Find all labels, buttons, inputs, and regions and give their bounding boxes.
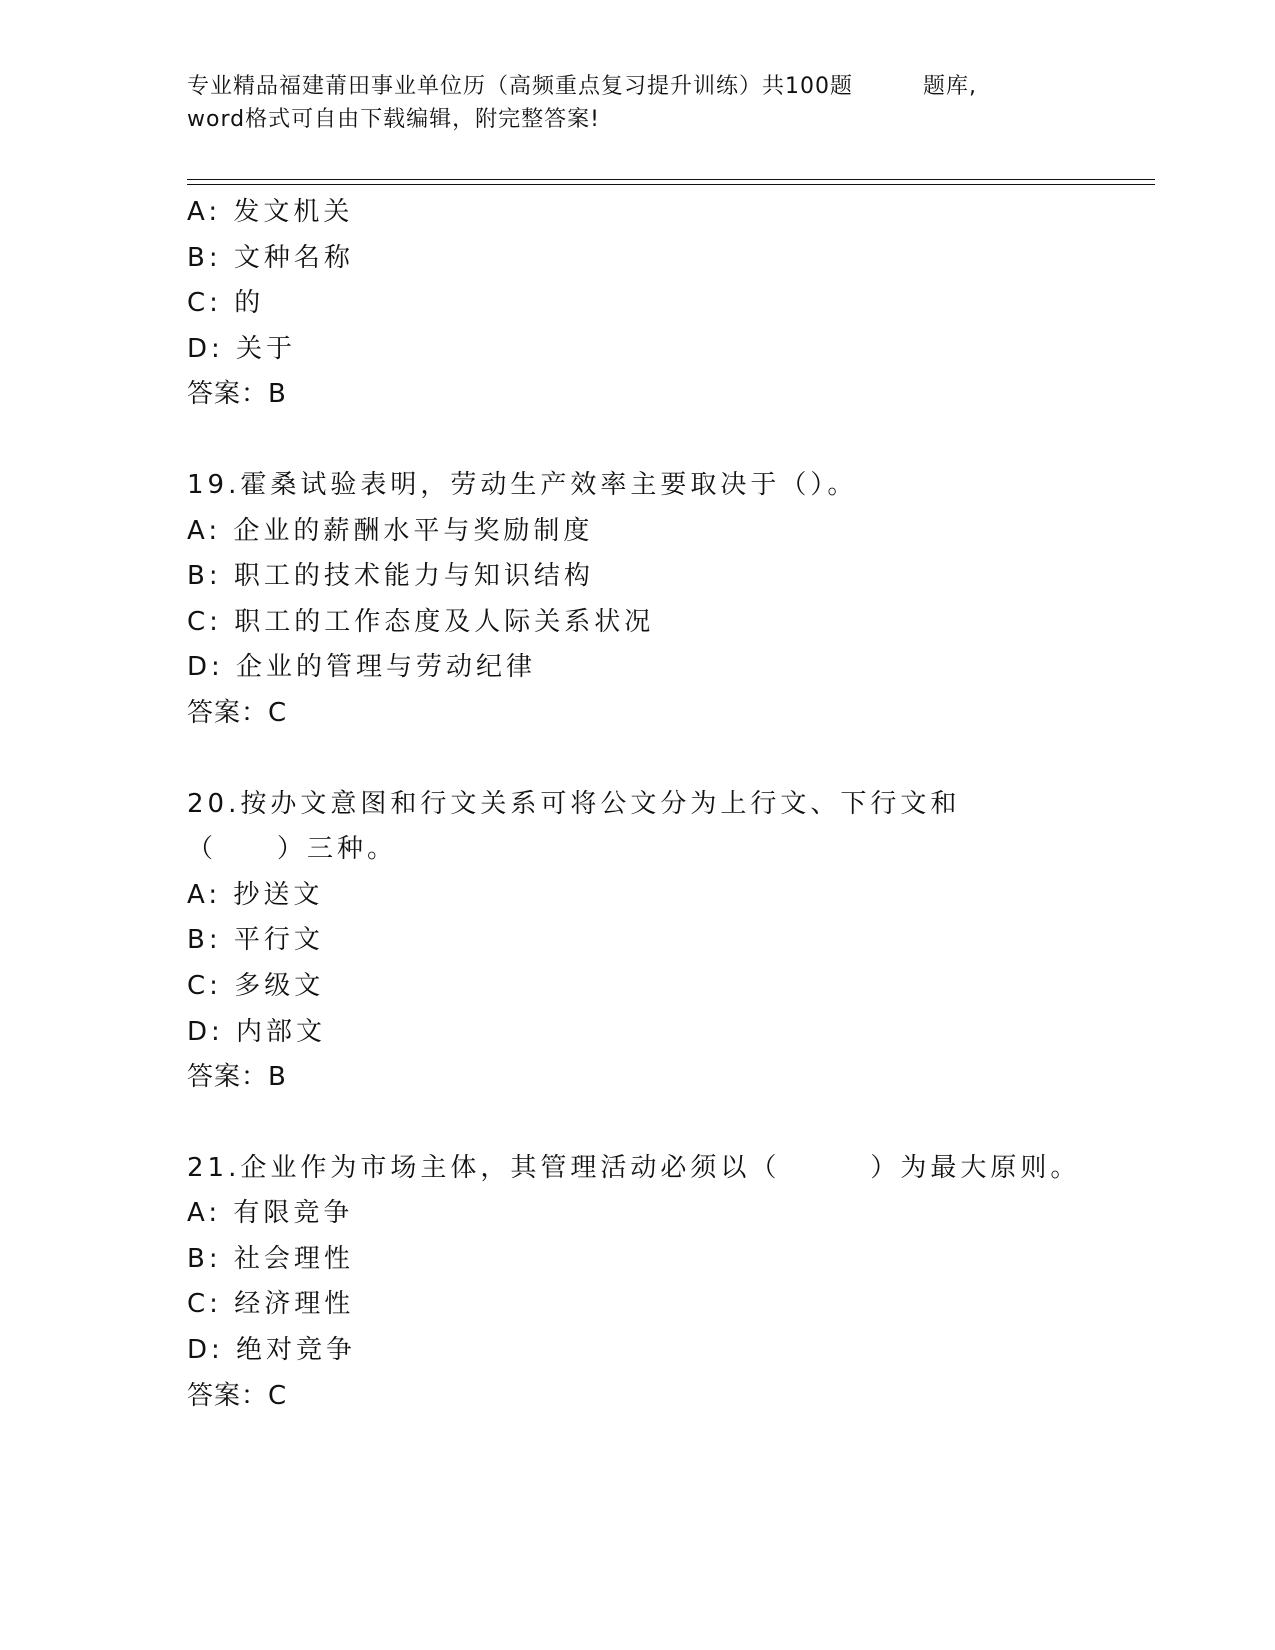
option-label: D: — [187, 333, 224, 364]
answer-line: 答案：B — [187, 1062, 287, 1093]
option-label: A: — [187, 879, 222, 910]
option-text: 的 — [234, 288, 265, 319]
option-text: 绝对竞争 — [236, 1335, 357, 1366]
question-stem: 21.企业作为市场主体，其管理活动必须以（ ）为最大原则。 — [187, 1152, 1081, 1183]
option-a — [187, 873, 1087, 919]
option-c — [187, 1282, 1087, 1328]
question-block-20 — [187, 782, 1087, 1101]
option-label: A: — [187, 197, 222, 227]
answer-line: 答案：B — [187, 379, 287, 410]
spacer — [187, 737, 1087, 782]
option-label: B: — [187, 242, 222, 273]
option-a — [187, 1191, 1087, 1237]
question-stem: 19.霍桑试验表明，劳动生产效率主要取决于（）。 — [187, 469, 858, 500]
option-b — [187, 554, 1087, 600]
option-text: 企业的管理与劳动纪律 — [236, 652, 537, 683]
header-divider-top — [187, 179, 1155, 180]
option-text: 职工的工作态度及人际关系状况 — [234, 606, 655, 637]
option-label: B: — [187, 561, 222, 592]
option-b — [187, 236, 1087, 282]
option-label: A: — [187, 1198, 222, 1229]
option-label: B: — [187, 1243, 222, 1274]
question-block-19 — [187, 463, 1087, 737]
question-list — [187, 190, 1087, 1419]
option-a — [187, 509, 1087, 555]
option-text: 关于 — [236, 333, 297, 364]
header-subtitle: word格式可自由下载编辑，附完整答案! — [187, 107, 600, 132]
option-label: D: — [187, 1016, 224, 1047]
question-block-21 — [187, 1146, 1087, 1420]
option-text: 企业的薪酬水平与奖励制度 — [233, 515, 594, 546]
option-label: D: — [187, 1335, 224, 1366]
option-text: 平行文 — [233, 925, 324, 956]
option-text: 文种名称 — [233, 242, 354, 273]
header-title-line — [187, 70, 1087, 103]
header-divider-bottom — [187, 184, 1155, 185]
option-b — [187, 1237, 1087, 1283]
question-block-partial — [187, 190, 1087, 418]
option-text: 职工的技术能力与知识结构 — [233, 561, 594, 592]
option-text: 社会理性 — [233, 1243, 354, 1274]
option-d — [187, 645, 1087, 691]
option-label: B: — [187, 925, 222, 956]
option-text: 抄送文 — [233, 879, 324, 910]
document-header — [187, 70, 1087, 136]
option-text: 发文机关 — [233, 197, 354, 227]
option-d — [187, 1328, 1087, 1374]
answer-line: 答案：C — [187, 697, 288, 728]
header-title-tail: 题库, — [923, 74, 977, 99]
option-c — [187, 964, 1087, 1010]
spacer — [187, 418, 1087, 463]
option-label: C: — [187, 1289, 222, 1320]
option-c — [187, 600, 1087, 646]
answer-line: 答案：C — [187, 1380, 288, 1411]
option-label: C: — [187, 970, 222, 1001]
option-c — [187, 281, 1087, 327]
question-stem: 20.按办文意图和行文关系可将公文分为上行文、下行文和（ ）三种。 — [187, 788, 961, 865]
option-b — [187, 918, 1087, 964]
spacer — [187, 1101, 1087, 1146]
option-d — [187, 1010, 1087, 1056]
option-label: A: — [187, 515, 222, 546]
option-label: C: — [187, 606, 222, 637]
option-label: C: — [187, 288, 222, 319]
option-text: 多级文 — [234, 970, 325, 1001]
header-title: 专业精品福建莆田事业单位历（高频重点复习提升训练）共100题 — [187, 74, 853, 99]
option-a — [187, 190, 1087, 236]
option-label: D: — [187, 652, 224, 683]
option-text: 有限竞争 — [233, 1198, 354, 1229]
option-text: 经济理性 — [234, 1289, 355, 1320]
option-d — [187, 327, 1087, 373]
option-text: 内部文 — [236, 1016, 327, 1047]
